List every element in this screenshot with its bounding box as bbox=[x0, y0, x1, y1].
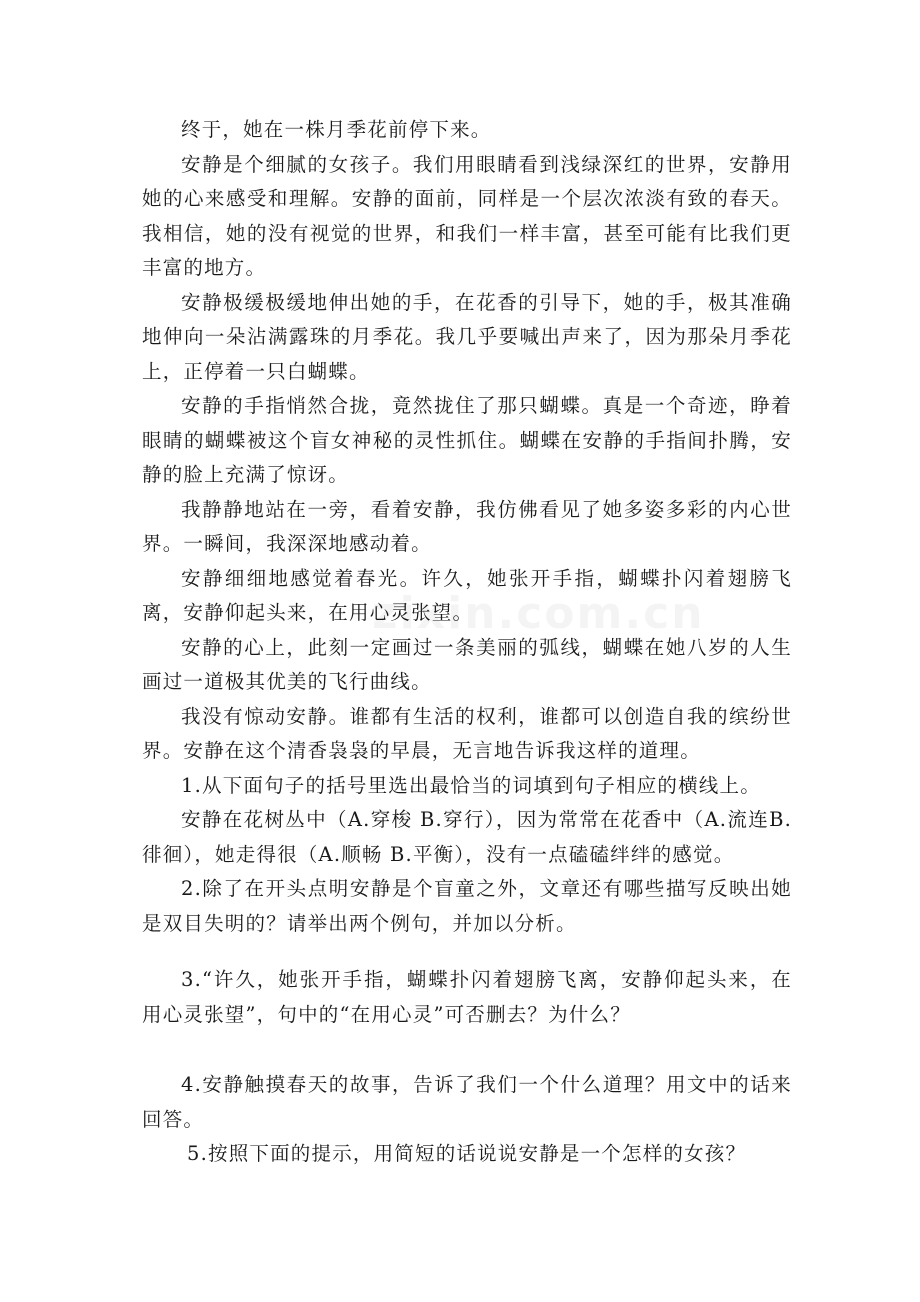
question-5: 5.按照下面的提示，用简短的话说说安静是一个怎样的女孩？ bbox=[187, 1142, 747, 1165]
paragraph-3: 安静极缓极缓地伸出她的手，在花香的引导下，她的手，极其准确地伸向一朵沾满露珠的月季花。我几乎要喊出声来了，因为那朵月季花上，正停着一只白蝴蝶。 bbox=[142, 290, 792, 383]
paragraph-5: 我静静地站在一旁，看着安静，我仿佛看见了她多姿多彩的内心世界。一瞬间，我深深地感动着。 bbox=[142, 497, 792, 555]
paragraph-7: 安静的心上，此刻一定画过一条美丽的弧线，蝴蝶在她八岁的人生画过一道极其优美的飞行曲线。 bbox=[142, 635, 792, 693]
question-4: 4.安静触摸春天的故事，告诉了我们一个什么道理？用文中的话来回答。 bbox=[142, 1073, 792, 1131]
paragraph-1: 终于，她在一株月季花前停下来。 bbox=[181, 118, 492, 141]
question-1-prompt: 1.从下面句子的括号里选出最恰当的词填到句子相应的横线上。 bbox=[181, 773, 761, 797]
paragraph-6: 安静细细地感觉着春光。许久，她张开手指，蝴蝶扑闪着翅膀飞离，安静仰起头来，在用心灵张望。 bbox=[142, 566, 792, 624]
question-3: 3.“许久，她张开手指，蝴蝶扑闪着翅膀飞离，安静仰起头来，在用心灵张望”，句中的“在用心灵”可否删去？为什么？ bbox=[142, 968, 792, 1026]
passage-body bbox=[142, 113, 792, 941]
question-4-5-block bbox=[142, 1068, 792, 1172]
question-3-block bbox=[142, 963, 792, 1032]
paragraph-4: 安静的手指悄然合拢，竟然拢住了那只蝴蝶。真是一个奇迹，睁着眼睛的蝴蝶被这个盲女神秘的灵性抓住。蝴蝶在安静的手指间扑腾，安静的脸上充满了惊讶。 bbox=[142, 394, 792, 486]
question-1-sentence: 安静在花树丛中（A.穿梭 B.穿行），因为常常在花香中（A.流连B.徘徊），她走得很（A.顺畅 B.平衡），没有一点磕磕绊绊的感觉。 bbox=[142, 808, 792, 866]
question-2: 2.除了在开头点明安静是个盲童之外，文章还有哪些描写反映出她是双目失明的？请举出两个例句，并加以分析。 bbox=[142, 877, 792, 935]
paragraph-2: 安静是个细腻的女孩子。我们用眼睛看到浅绿深红的世界，安静用她的心来感受和理解。安静的面前，同样是一个层次浓淡有致的春天。我相信，她的没有视觉的世界，和我们一样丰富，甚至可能有比我们更丰富的地方。 bbox=[142, 152, 792, 279]
paragraph-8: 我没有惊动安静。谁都有生活的权利，谁都可以创造自我的缤纷世界。安静在这个清香袅袅的早晨，无言地告诉我这样的道理。 bbox=[142, 704, 792, 762]
